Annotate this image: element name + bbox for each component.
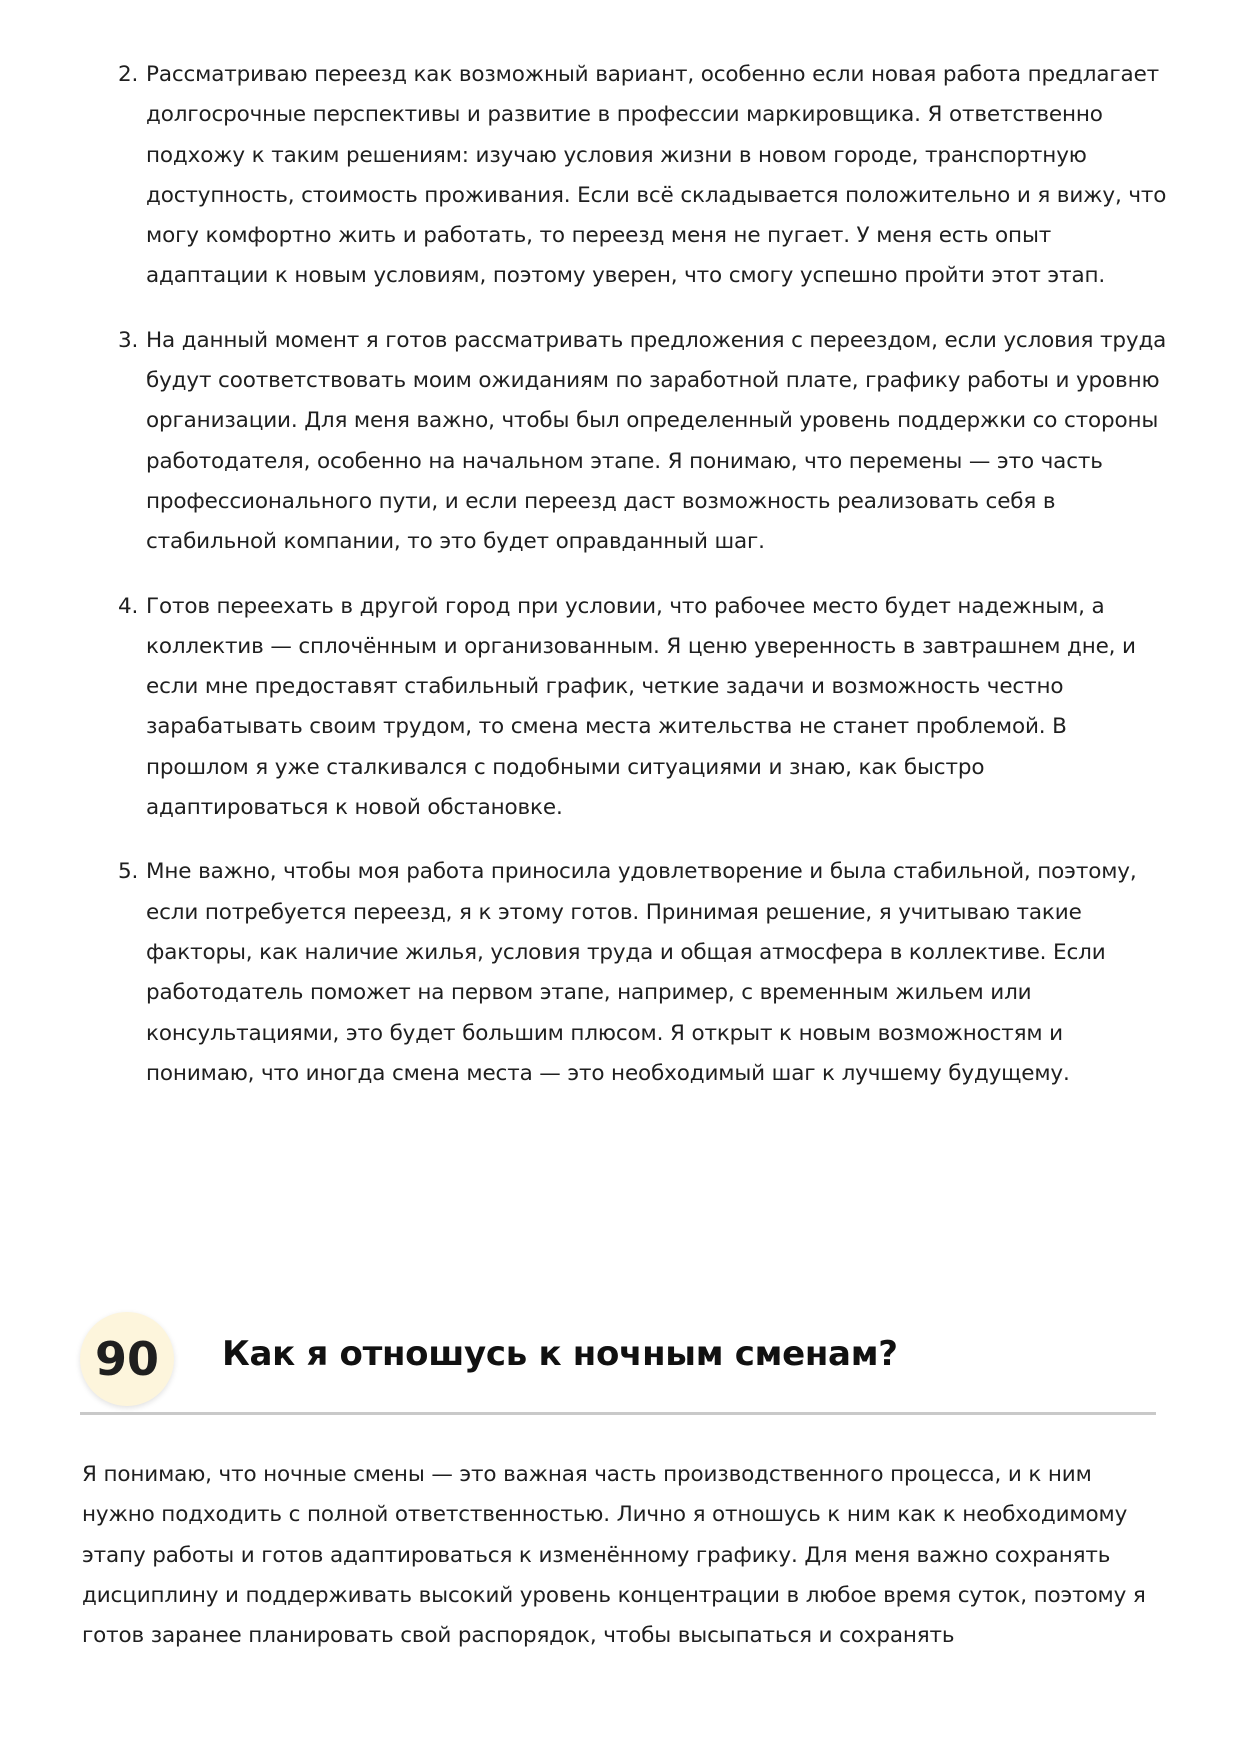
section-divider: [80, 1412, 1156, 1415]
answer-text: Готов переехать в другой город при условии, что рабочее место будет надежным, а коллектив — сплочённым и организованным. Я ценю уверенность в завтрашнем дне, и если мне предоставят стабильный график, четкие задачи и возможность честно зарабатывать своим трудом, то смена места жительства не станет проблемой. В прошлом я уже сталкивался с подобными ситуациями и знаю, как быстро адаптироваться к новой обстановке.: [146, 593, 1136, 821]
answer-number: 2.: [118, 62, 139, 87]
answer-text: Рассматриваю переезд как возможный вариант, особенно если новая работа предлагает долгосрочные перспективы и развитие в профессии маркировщика. Я ответственно подхожу к таким решениям: изучаю условия жизни в новом городе, транспортную доступность, стоимость проживания. Если всё складывается положительно и я вижу, что могу комфортно жить и работать, то переезд меня не пугает. У меня есть опыт адаптации к новым условиям, поэтому уверен, что смогу успешно пройти этот этап.: [146, 62, 1167, 289]
question-answer-text: Я понимаю, что ночные смены — это важная часть производственного процесса, и к ним нужно подходить с полной ответственностью. Лично я отношусь к ним как к необходимому этапу работы и готов адаптироваться к изменённому графику. Для меня важно сохранять дисциплину и поддерживать высокий уровень концентрации в любое время суток, поэтому я готов заранее планировать свой распорядок, чтобы высыпаться и сохранять: [82, 1462, 1146, 1649]
answer-item-2: [118, 55, 1168, 297]
answer-item-4: [118, 587, 1168, 829]
answer-number: 4.: [118, 593, 139, 619]
answers-list: [118, 55, 1168, 1118]
question-header: [80, 1312, 1160, 1414]
question-number-badge: [80, 1312, 174, 1406]
answer-number: 3.: [118, 327, 139, 353]
answer-text: Мне важно, чтобы моя работа приносила удовлетворение и была стабильной, поэтому, если потребуется переезд, я к этому готов. Принимая решение, я учитываю такие факторы, как наличие жилья, условия труда и общая атмосфера в коллективе. Если работодатель поможет на первом этапе, например, с временным жильем или консультациями, это будет большим плюсом. Я открыт к новым возможностям и понимаю, что иногда смена места — это необходимый шаг к лучшему будущему.: [146, 859, 1137, 1086]
answer-item-5: [118, 852, 1168, 1094]
question-number: 90: [94, 1332, 159, 1386]
question-title: Как я отношусь к ночным сменам?: [222, 1334, 898, 1374]
answer-item-3: [118, 321, 1168, 563]
answer-number: 5.: [118, 859, 139, 885]
answer-text: На данный момент я готов рассматривать предложения с переездом, если условия труда будут соответствовать моим ожиданиям по заработной плате, графику работы и уровню организации. Для меня важно, чтобы был определенный уровень поддержки со стороны работодателя, особенно на начальном этапе. Я понимаю, что перемены — это часть профессионального пути, и если переезд даст возможность реализовать себя в стабильной компании, то это будет оправданный шаг.: [146, 327, 1167, 555]
